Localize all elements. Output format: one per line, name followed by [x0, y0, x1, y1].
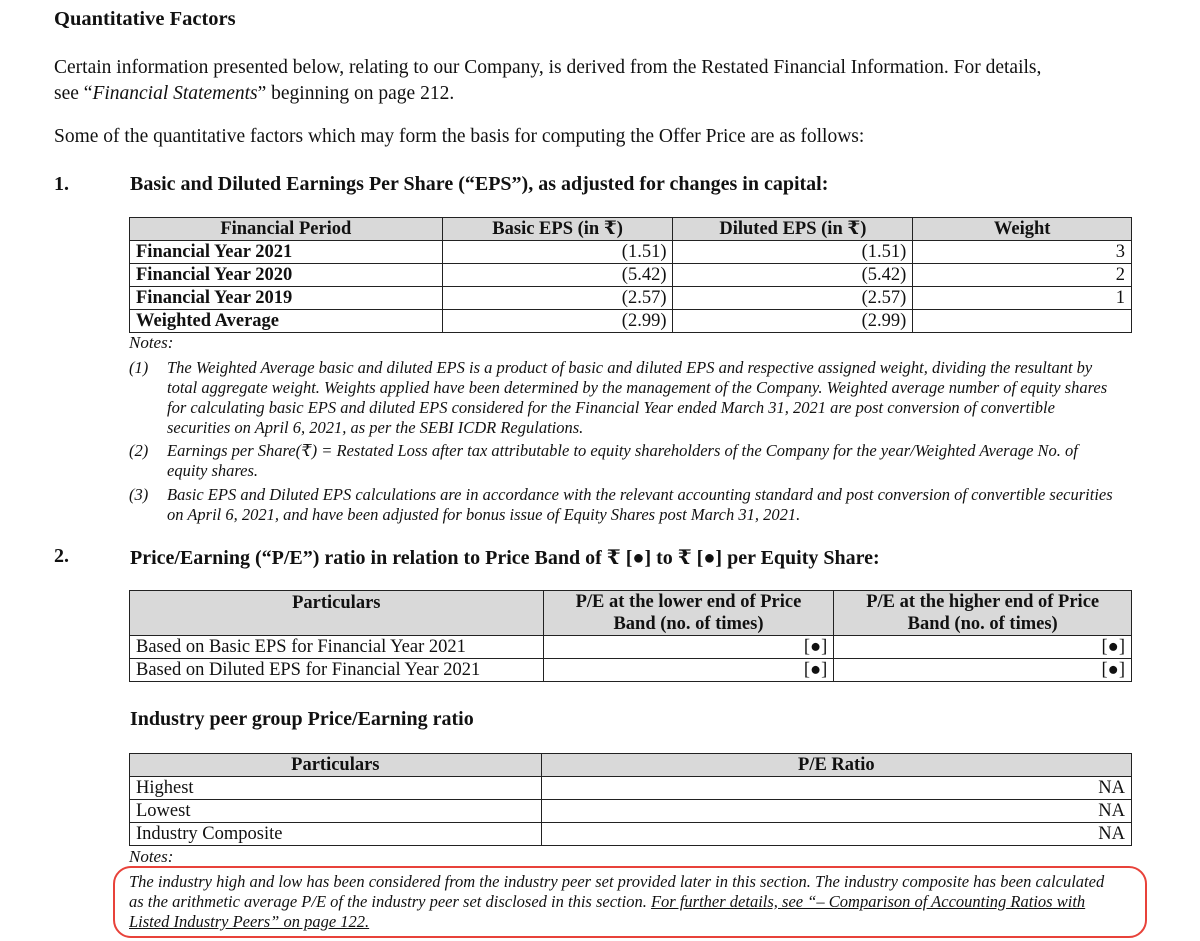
notes-label-2: Notes:	[129, 847, 174, 866]
intro-paragraph	[54, 55, 1144, 107]
col-basic-eps: Basic EPS (in ₹)	[442, 218, 673, 241]
section-2-number: 2.	[54, 545, 69, 567]
table-row: Highest NA	[130, 777, 1132, 800]
note-3: Basic EPS and Diluted EPS calculations are in accordance with the relevant accounting standard and post conversion of convertible securities on April 6, 2021, and have been adjusted for bonus issue of Equity Shares post March 31, 2021.	[167, 485, 1113, 524]
col-weight: Weight	[913, 218, 1132, 241]
table-row: Lowest NA	[130, 800, 1132, 823]
section-2-title: Price/Earning (“P/E”) ratio in relation to Price Band of ₹ [●] to ₹ [●] per Equity Share:	[130, 547, 880, 569]
industry-peer-title: Industry peer group Price/Earning ratio	[130, 708, 474, 730]
page-title: Quantitative Factors	[54, 8, 236, 30]
section-1-number: 1.	[54, 173, 69, 195]
table-row: Based on Basic EPS for Financial Year 2021 [●] [●]	[130, 636, 1132, 659]
table-row: Financial Year 2021 (1.51) (1.51) 3	[130, 241, 1132, 264]
table-row: Weighted Average (2.99) (2.99)	[130, 310, 1132, 333]
industry-table-header	[130, 754, 1132, 777]
comparison-ref-link-cont[interactable]: Listed Industry Peers” on page 122.	[129, 912, 370, 931]
industry-pe-table	[129, 753, 1132, 846]
financial-statements-ref: Financial Statements	[92, 83, 258, 104]
intro-paragraph-2: Some of the quantitative factors which may form the basis for computing the Offer Price are as follows:	[54, 126, 865, 147]
note-number: (1)	[129, 358, 149, 377]
section-1-title: Basic and Diluted Earnings Per Share (“EPS”), as adjusted for changes in capital:	[130, 173, 829, 195]
pe-table-header	[130, 591, 1132, 636]
table-row: Industry Composite NA	[130, 823, 1132, 846]
eps-table-header	[130, 218, 1132, 241]
col-pe-lower: P/E at the lower end of Price Band (no. of times)	[543, 591, 834, 636]
table-row: Financial Year 2019 (2.57) (2.57) 1	[130, 287, 1132, 310]
note-number: (3)	[129, 485, 149, 504]
industry-note: The industry high and low has been considered from the industry peer set provided later in this section. The industry composite has been calculated as the arithmetic average P/E of the industry peer set disclosed in this section. For further details, see “– Comparison of Accounting Ratios with Listed Industry Peers” on page 122.	[129, 872, 1105, 931]
pe-price-band-table	[129, 590, 1132, 682]
note-2: Earnings per Share(₹) = Restated Loss after tax attributable to equity shareholders of the Company for the year/Weighted Average No. of equity shares.	[167, 441, 1078, 480]
table-row: Based on Diluted EPS for Financial Year 2021 [●] [●]	[130, 659, 1132, 682]
col-diluted-eps: Diluted EPS (in ₹)	[673, 218, 913, 241]
col-particulars: Particulars	[130, 754, 542, 777]
col-financial-period: Financial Period	[130, 218, 443, 241]
intro-line-2: see “Financial Statements” beginning on page 212.	[54, 83, 455, 104]
eps-table	[129, 217, 1132, 333]
note-1: The Weighted Average basic and diluted EPS is a product of basic and diluted EPS and respective assigned weight, dividing the resultant by total aggregate weight. Weights applied have been determined by the management of the Company. Weighted average number of equity shares for calculating basic EPS and diluted EPS considered for the Financial Year ended March 31, 2021 are post conversion of convertible securities on April 6, 2021, as per the SEBI ICDR Regulations.	[167, 358, 1108, 437]
note-number: (2)	[129, 441, 149, 460]
col-pe-ratio: P/E Ratio	[541, 754, 1131, 777]
notes-label: Notes:	[129, 333, 174, 352]
intro-line-1: Certain information presented below, relating to our Company, is derived from the Restated Financial Information. For details,	[54, 57, 1042, 78]
col-particulars: Particulars	[130, 591, 544, 636]
comparison-ref-link[interactable]: For further details, see “– Comparison of Accounting Ratios with	[650, 892, 1086, 911]
col-pe-higher: P/E at the higher end of Price Band (no. of times)	[834, 591, 1132, 636]
table-row: Financial Year 2020 (5.42) (5.42) 2	[130, 264, 1132, 287]
